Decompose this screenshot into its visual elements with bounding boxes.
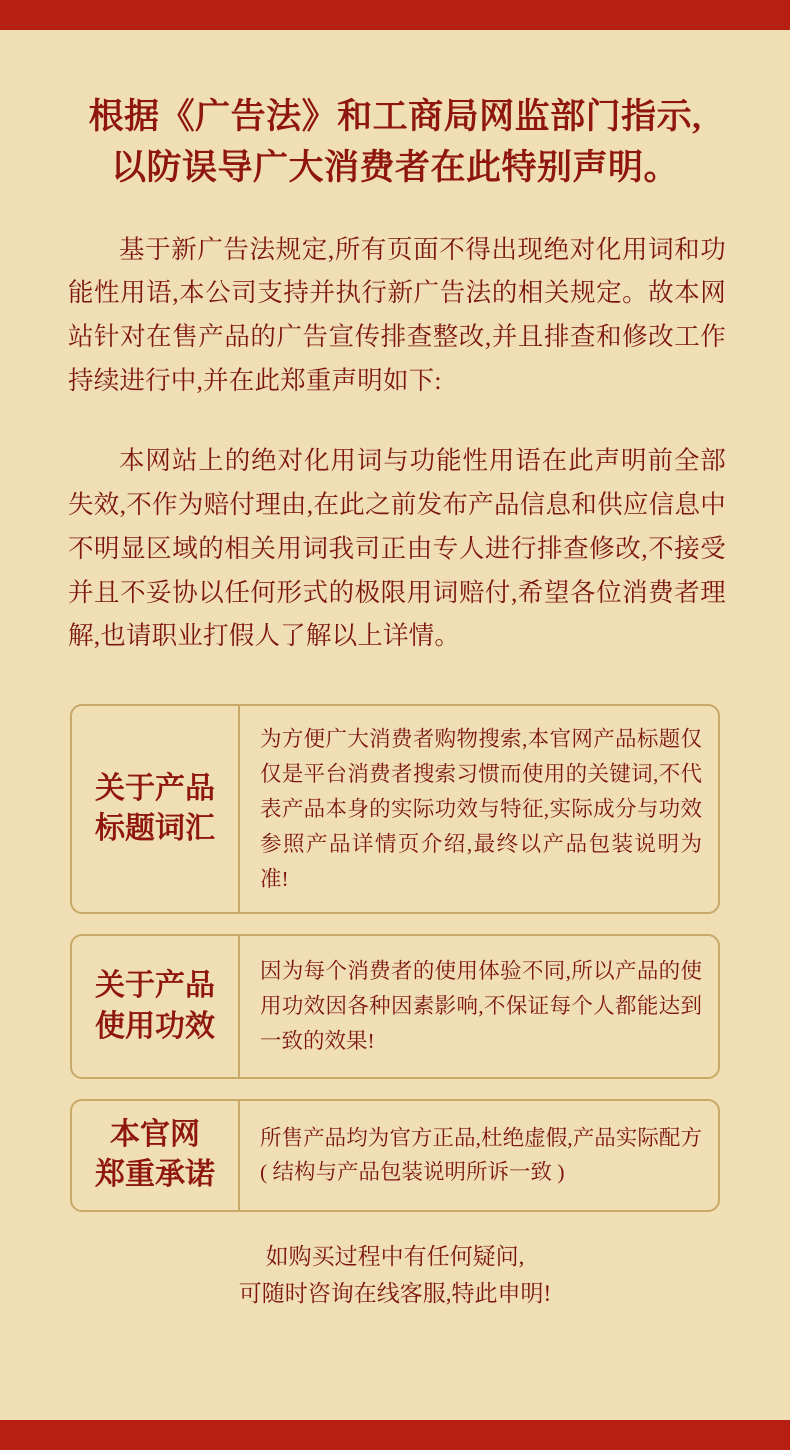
card-label-line-1: 关于产品: [95, 771, 215, 805]
card-label-line-2: 使用功效: [95, 1009, 215, 1043]
card-label-line-2: 郑重承诺: [95, 1158, 215, 1192]
card-label-line-2: 标题词汇: [95, 812, 215, 846]
page-title-line-2: 以防误导广大消费者在此特别声明。: [110, 147, 679, 187]
card-text: 为方便广大消费者购物搜索,本官网产品标题仅仅是平台消费者搜索习惯而使用的关键词,不代表产品本身的实际功效与特征,实际成分与功效参照产品详情页介绍,最终以产品包装说明为准!: [260, 727, 702, 891]
card-label: [72, 1101, 240, 1210]
card-label: [72, 936, 240, 1076]
card-text: 因为每个消费者的使用体验不同,所以产品的使用功效因各种因素影响,不保证每个人都能达到一致的效果!: [260, 959, 702, 1054]
statement-card-list: [70, 704, 720, 1212]
card-label: [72, 706, 240, 912]
page-title-line-1: 根据《广告法》和工商局网监部门指示,: [88, 97, 702, 136]
top-color-band: [0, 0, 790, 30]
statement-paragraph-1: 基于新广告法规定,所有页面不得出现绝对化用词和功能性用语,本公司支持并执行新广告法的相关规定。故本网站针对在售产品的广告宣传排查整改,并且排查和修改工作持续进行中,并在此郑重声明如下:: [68, 234, 726, 396]
card-text: 所售产品均为官方正品,杜绝虚假,产品实际配方( 结构与产品包装说明所诉一致 ): [260, 1125, 702, 1185]
footer-note: [56, 1238, 734, 1313]
statement-panel: [0, 30, 790, 1420]
statement-card: [70, 704, 720, 914]
footer-line-2: 可随时咨询在线客服,特此申明!: [238, 1281, 552, 1307]
page-title: [56, 92, 734, 194]
card-label-line-1: 本官网: [110, 1117, 200, 1151]
footer-line-1: 如购买过程中有任何疑问,: [265, 1243, 525, 1269]
statement-card: [70, 934, 720, 1078]
card-label-line-1: 关于产品: [95, 969, 215, 1003]
statement-card: [70, 1099, 720, 1212]
bottom-color-band: [0, 1420, 790, 1450]
statement-paragraph-2: 本网站上的绝对化用词与功能性用语在此声明前全部失效,不作为赔付理由,在此之前发布产品信息和供应信息中不明显区域的相关用词我司正由专人进行排查修改,不接受并且不妥协以任何形式的极限用词赔付,希望各位消费者理解,也请职业打假人了解以上详情。: [68, 445, 726, 651]
